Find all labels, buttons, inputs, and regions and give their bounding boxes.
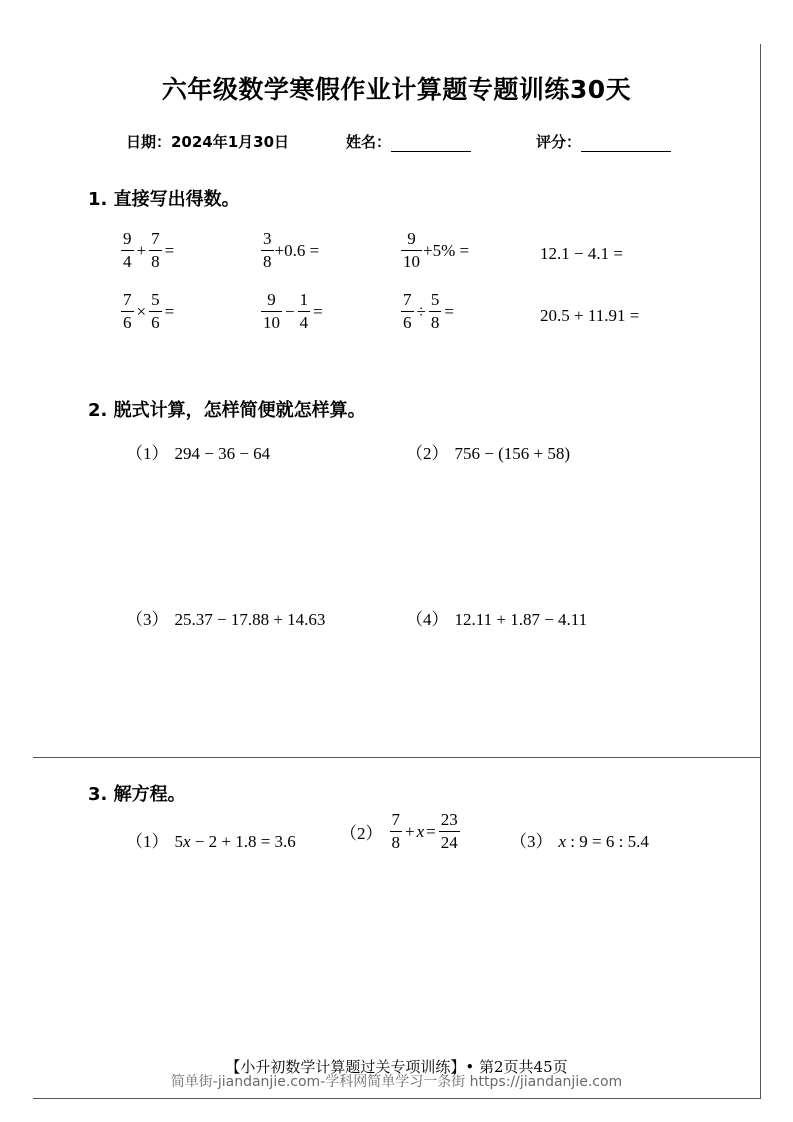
s1-problem-3: $\frac{9}{10}$ +5% =	[403, 229, 470, 271]
fraction: $\frac{7}{8}$	[391, 810, 400, 852]
s1-problem-1: $\frac{9}{4}$ + $\frac{7}{8}$ =	[123, 229, 175, 271]
fraction: $\frac{9}{10}$	[403, 229, 420, 271]
s1-problem-2: $\frac{3}{8}$ +0.6 =	[263, 229, 320, 271]
name-label: 姓名：	[346, 133, 392, 151]
s3-equation-1: （1） 5x − 2 + 1.8 = 3.6	[126, 832, 296, 851]
s1-problem-4: 12.1 − 4.1 =	[540, 244, 623, 263]
s1-problem-5: $\frac{7}{6}$ × $\frac{5}{6}$ =	[123, 290, 175, 332]
name-field	[346, 131, 471, 152]
s2-problem-1: （1） 294 − 36 − 64	[126, 444, 271, 463]
s3-equation-2: （2） $\frac{7}{8}$ + x = $\frac{23}{24}$	[340, 810, 458, 852]
score-field	[536, 131, 671, 152]
s2-problem-4: （4） 12.11 + 1.87 − 4.11	[406, 610, 588, 629]
fraction: $\frac{7}{6}$	[403, 290, 412, 332]
s1-problem-7: $\frac{7}{6}$ ÷ $\frac{5}{8}$ =	[403, 290, 454, 332]
s1-problem-6: $\frac{9}{10}$ − $\frac{1}{4}$ =	[263, 290, 323, 332]
fraction: $\frac{3}{8}$	[263, 229, 272, 271]
name-blank	[391, 151, 471, 152]
page-title: 六年级数学寒假作业计算题专题训练30天	[161, 75, 632, 104]
page-footer: 【小升初数学计算题过关专项训练】• 第2页共45页	[225, 1058, 568, 1076]
fraction: $\frac{1}{4}$	[299, 290, 309, 332]
s3-equation-3: （3） x : 9 = 6 : 5.4	[510, 832, 649, 851]
fraction: $\frac{5}{8}$	[430, 290, 440, 332]
date-label: 日期：2024年1月30日	[126, 133, 290, 151]
fraction: $\frac{7}{8}$	[151, 229, 160, 271]
watermark-text: 简单街-jiandanjie.com-学科网简单学习一条街 https://jiandanjie.com	[170, 1074, 623, 1090]
fraction: $\frac{7}{6}$	[123, 290, 132, 332]
fraction: $\frac{9}{4}$	[123, 229, 132, 271]
section1-heading: 1. 直接写出得数。	[88, 189, 240, 210]
section2-heading: 2. 脱式计算，怎样简便就怎样算。	[88, 400, 366, 421]
bottom-border-line	[33, 1098, 761, 1099]
fraction: $\frac{23}{24}$	[440, 810, 458, 852]
right-border-line	[760, 44, 761, 1099]
s2-problem-2: （2） 756 − (156 + 58)	[406, 444, 570, 463]
section3-heading: 3. 解方程。	[88, 784, 186, 805]
fraction: $\frac{5}{6}$	[151, 290, 160, 332]
s1-problem-8: 20.5 + 11.91 =	[540, 306, 640, 325]
fraction: $\frac{9}{10}$	[263, 290, 280, 332]
s2-problem-3: （3） 25.37 − 17.88 + 14.63	[126, 610, 326, 629]
section-divider-line	[33, 757, 761, 758]
score-blank	[581, 151, 671, 152]
score-label: 评分：	[536, 133, 582, 151]
